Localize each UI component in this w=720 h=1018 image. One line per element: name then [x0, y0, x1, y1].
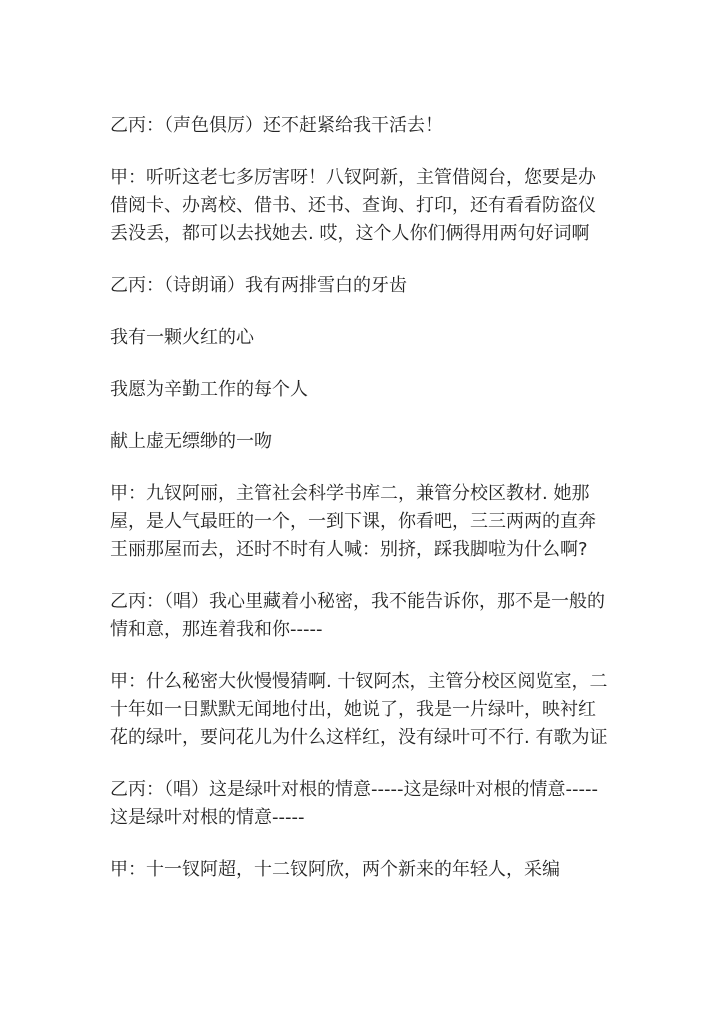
paragraph-1: 乙丙：（声色俱厉）还不赶紧给我干活去！ — [110, 115, 443, 136]
paragraph-6: 献上虚无缥缈的一吻 — [110, 431, 272, 452]
paragraph-10: 乙丙：（唱）这是绿叶对根的情意-----这是绿叶对根的情意-----这是绿叶对根的情意----- — [110, 779, 598, 828]
document-body — [110, 112, 610, 884]
paragraph-2: 甲：听听这老七多厉害呀！八钗阿新，主管借阅台，您要是办借阅卡、办离校、借书、还书、查询、打印，还有看看防盗仪丢没丢，都可以去找她去. 哎，这个人你们俩得用两句好词啊 — [110, 167, 596, 244]
paragraph-9: 甲：什么秘密大伙慢慢猜啊. 十钗阿杰，主管分校区阅览室，二十年如一日默默无闻地付出，她说了，我是一片绿叶，映衬红花的绿叶，要问花儿为什么这样红，没有绿叶可不行. 有歌为证 — [110, 671, 608, 748]
paragraph-5: 我愿为辛勤工作的每个人 — [110, 379, 308, 400]
paragraph-3: 乙丙：（诗朗诵）我有两排雪白的牙齿 — [110, 275, 407, 296]
paragraph-4: 我有一颗火红的心 — [110, 327, 254, 348]
paragraph-11: 甲：十一钗阿超，十二钗阿欣，两个新来的年轻人，采编 — [110, 859, 560, 880]
paragraph-8: 乙丙：（唱）我心里藏着小秘密，我不能告诉你，那不是一般的情和意，那连着我和你----- — [110, 591, 605, 640]
paragraph-7: 甲：九钗阿丽，主管社会科学书库二，兼管分校区教材. 她那屋，是人气最旺的一个，一到下课，你看吧，三三两两的直奔王丽那屋而去，还时不时有人喊：别挤，踩我脚啦为什么啊? — [110, 483, 596, 560]
